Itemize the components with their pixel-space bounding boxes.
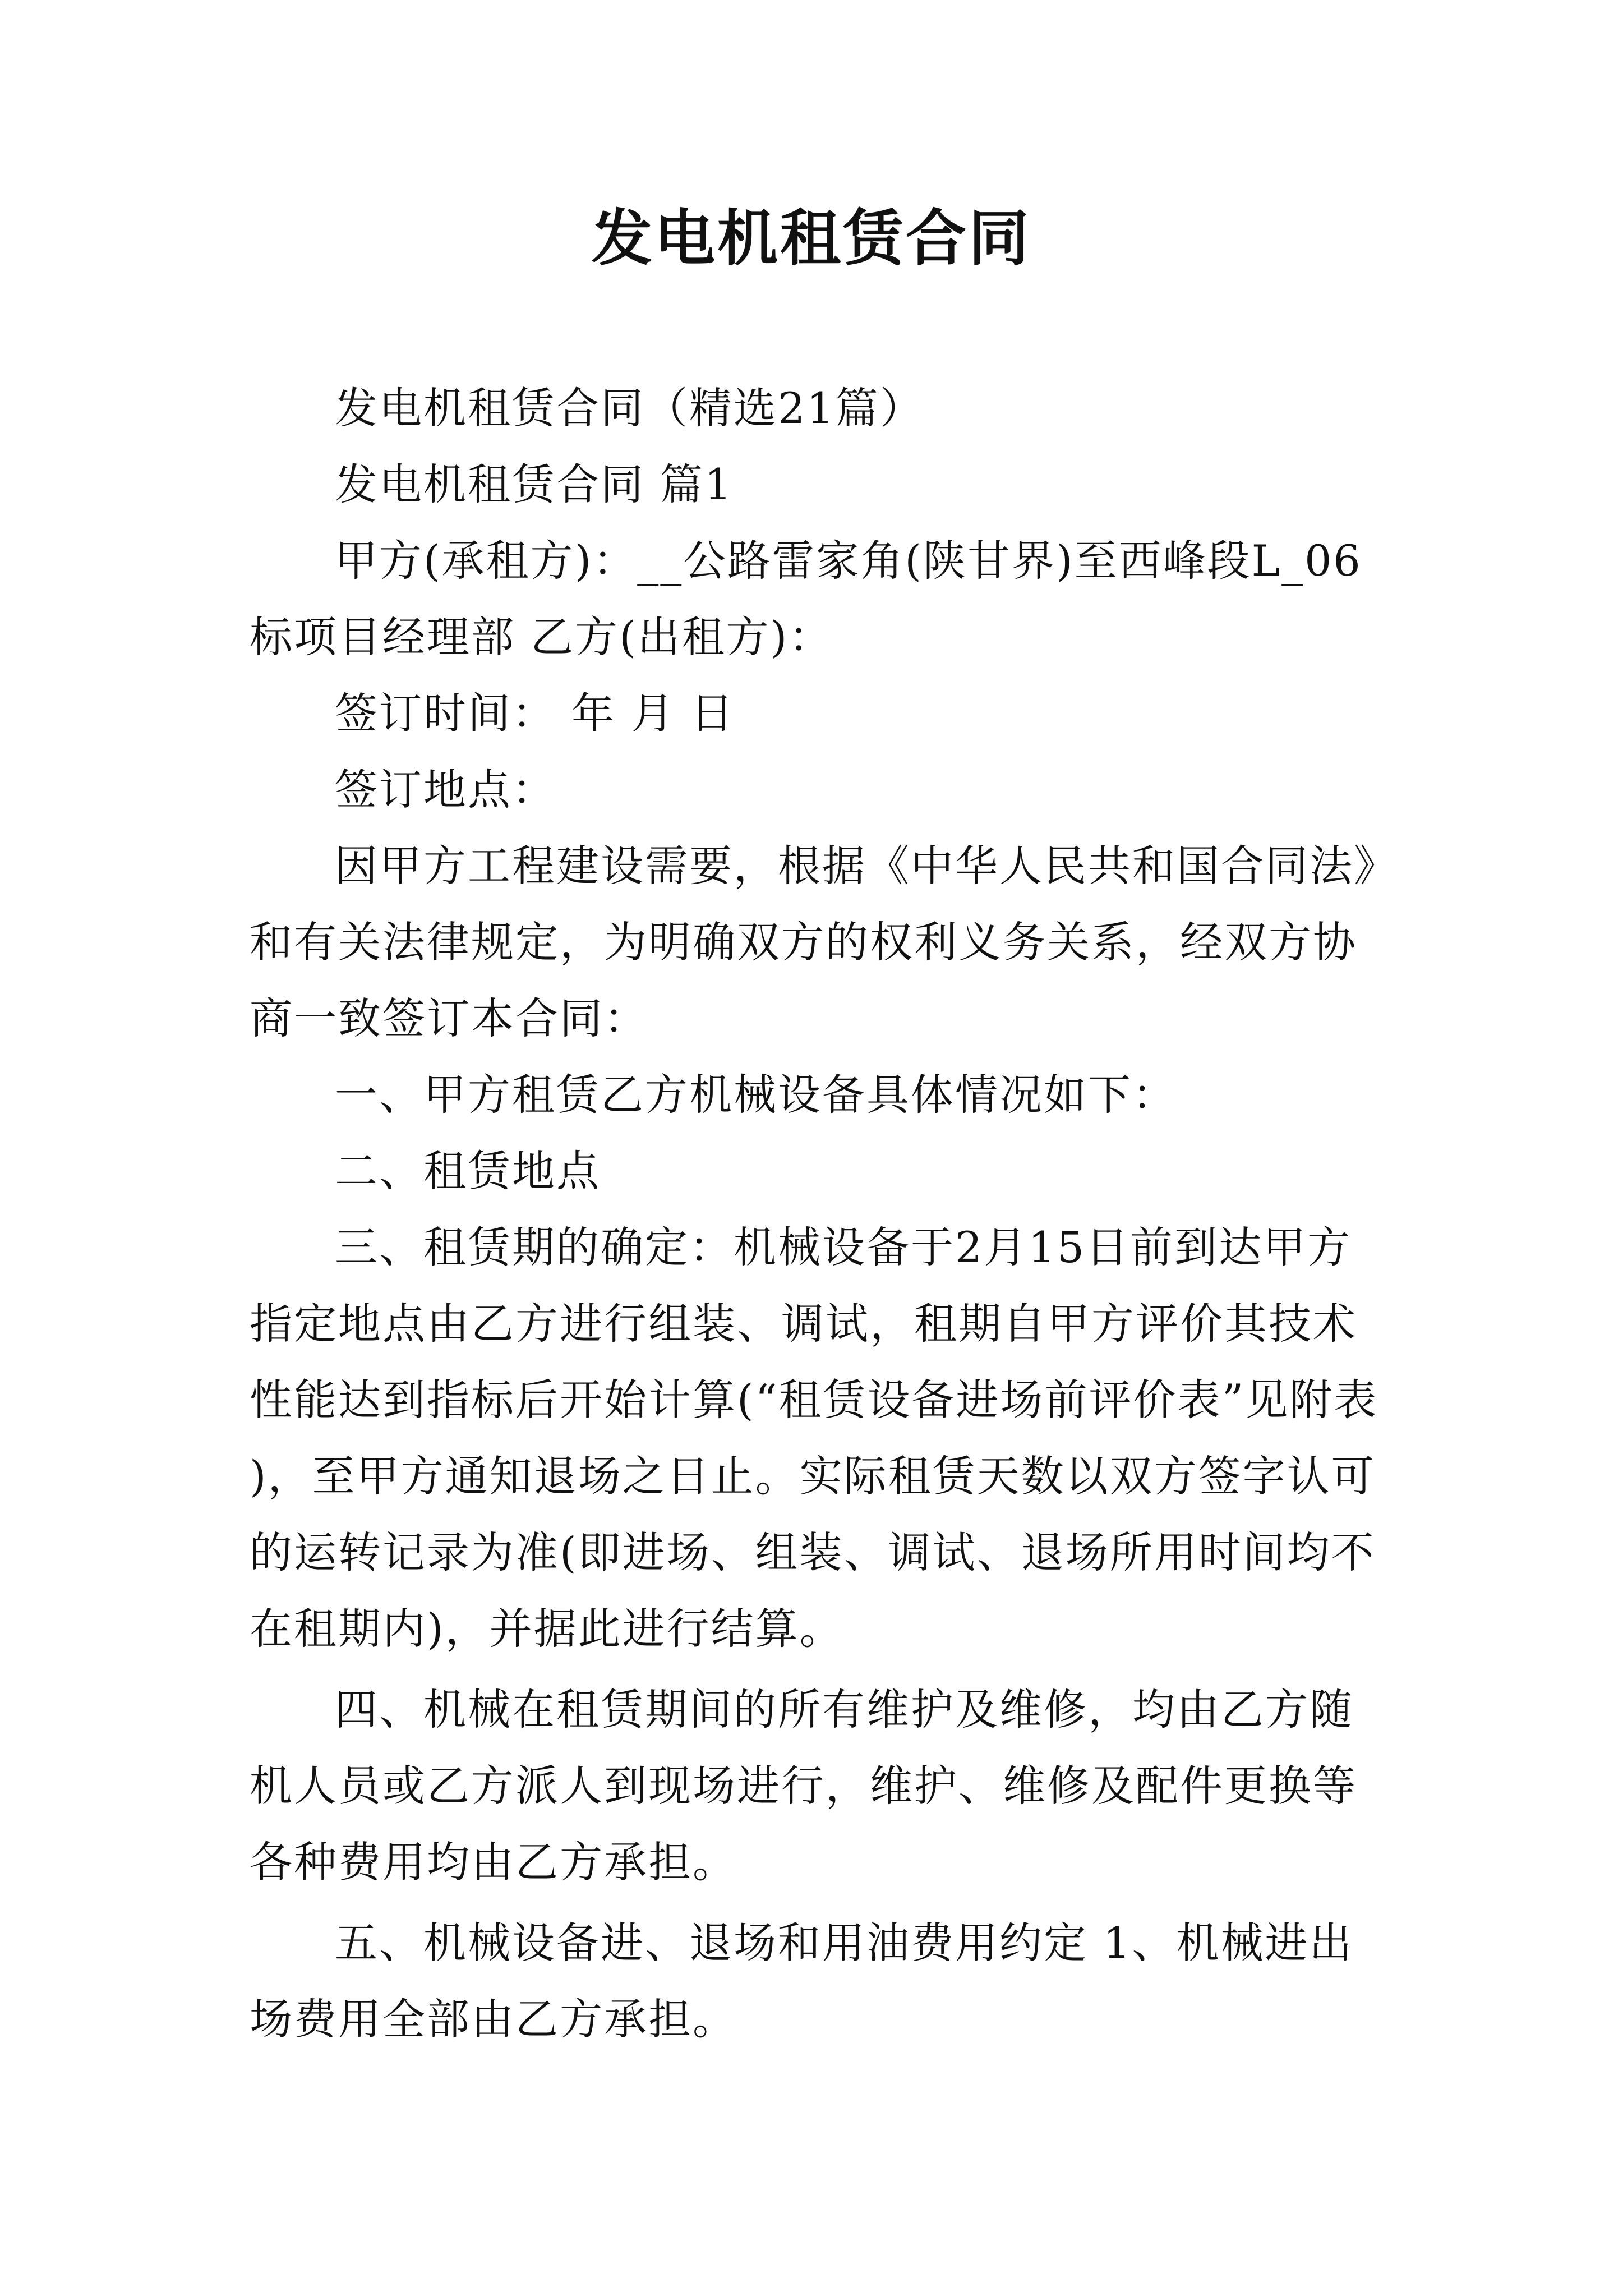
document-body xyxy=(250,370,1382,2058)
paragraph-clause-2: 二、租赁地点 xyxy=(335,1146,601,1196)
paragraph-clause-5: 五、机械设备进、退场和用油费用约定 1、机械进出场费用全部由乙方承担。 xyxy=(250,1918,1354,2044)
document-title: 发电机租赁合同 xyxy=(591,203,1031,274)
paragraph-section-heading: 发电机租赁合同 篇1 xyxy=(335,459,734,509)
paragraph-subtitle: 发电机租赁合同（精选21篇） xyxy=(335,383,924,433)
paragraph-preamble: 因甲方工程建设需要，根据《中华人民共和国合同法》和有关法律规定，为明确双方的权利义务关系，经双方协商一致签订本合同： xyxy=(250,841,1377,1043)
paragraph-clause-1: 一、甲方租赁乙方机械设备具体情况如下： xyxy=(335,1070,1177,1120)
paragraph-party-a: 甲方(承租方)：__公路雷家角(陕甘界)至西峰段L_06标项目经理部 乙方(出租方)： xyxy=(250,536,1362,662)
paragraph-clause-3: 三、租赁期的确定：机械设备于2月15日前到达甲方指定地点由乙方进行组装、调试，租期自甲方评价其技术性能达到指标后开始计算(“租赁设备进场前评价表”见附表)，至甲方通知退场之日止。实际租赁天数以双方签字认可的运转记录为准(即进场、组装、调试、退场所用时间均不在租期内)，并据此进行结算。 xyxy=(250,1222,1378,1654)
paragraph-signing-place: 签订地点： xyxy=(335,765,556,815)
paragraph-clause-4: 四、机械在租赁期间的所有维护及维修，均由乙方随机人员或乙方派人到现场进行，维护、维修及配件更换等各种费用均由乙方承担。 xyxy=(250,1685,1357,1887)
paragraph-signing-time: 签订时间： 年 月 日 xyxy=(335,688,735,738)
